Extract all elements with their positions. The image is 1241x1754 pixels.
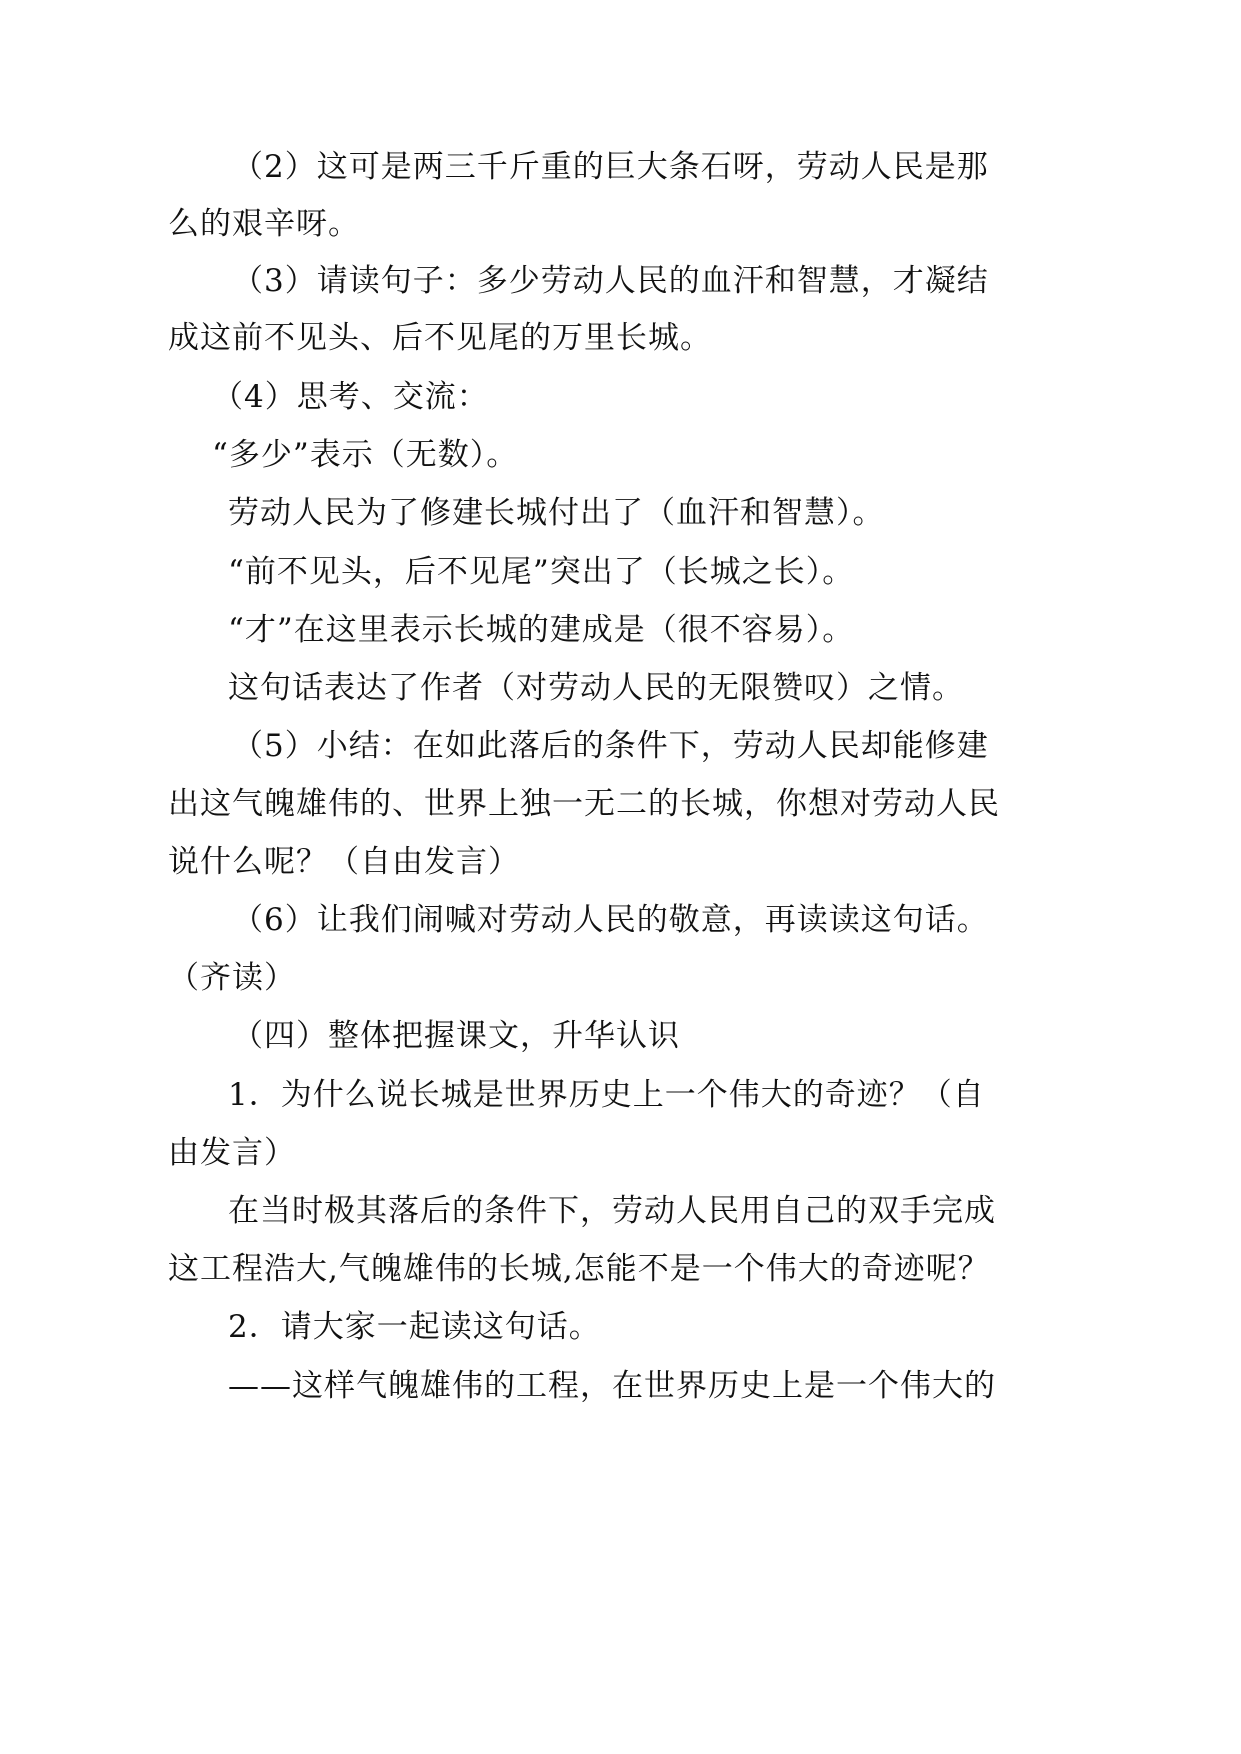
paragraph-line: 么的艰辛呀。 (168, 206, 360, 242)
paragraph-line: （6）让我们闹喊对劳动人民的敬意，再读读这句话。 (232, 902, 989, 938)
paragraph-line: （5）小结：在如此落后的条件下，劳动人民却能修建 (232, 728, 989, 764)
section-heading: （四）整体把握课文，升华认识 (232, 1018, 680, 1054)
paragraph-line: 由发言） (168, 1135, 296, 1171)
paragraph-line: （3）请读句子：多少劳动人民的血汗和智慧，才凝结 (232, 263, 989, 299)
paragraph-line: （4）思考、交流： (212, 379, 489, 415)
paragraph-line: “才”在这里表示长城的建成是（很不容易）。 (228, 612, 855, 648)
paragraph-line: “前不见头，后不见尾”突出了（长城之长）。 (228, 554, 855, 590)
paragraph-line: ——这样气魄雄伟的工程，在世界历史上是一个伟大的 (228, 1368, 996, 1404)
paragraph-line: 在当时极其落后的条件下，劳动人民用自己的双手完成 (228, 1193, 996, 1229)
paragraph-line: 说什么呢？（自由发言） (168, 844, 520, 880)
paragraph-line: 劳动人民为了修建长城付出了（血汗和智慧）。 (228, 495, 885, 531)
paragraph-line: 2．请大家一起读这句话。 (228, 1309, 601, 1345)
paragraph-line: 这工程浩大,气魄雄伟的长城,怎能不是一个伟大的奇迹呢？ (168, 1251, 990, 1287)
paragraph-line: 这句话表达了作者（对劳动人民的无限赞叹）之情。 (228, 670, 964, 706)
paragraph-line: 1．为什么说长城是世界历史上一个伟大的奇迹？（自 (228, 1077, 985, 1113)
paragraph-line: “多少”表示（无数）。 (212, 437, 519, 473)
paragraph-line: 出这气魄雄伟的、世界上独一无二的长城，你想对劳动人民 (168, 786, 1000, 822)
paragraph-line: 成这前不见头、后不见尾的万里长城。 (168, 320, 712, 356)
paragraph-line: （2）这可是两三千斤重的巨大条石呀，劳动人民是那 (232, 149, 989, 185)
paragraph-line: （齐读） (168, 960, 296, 996)
